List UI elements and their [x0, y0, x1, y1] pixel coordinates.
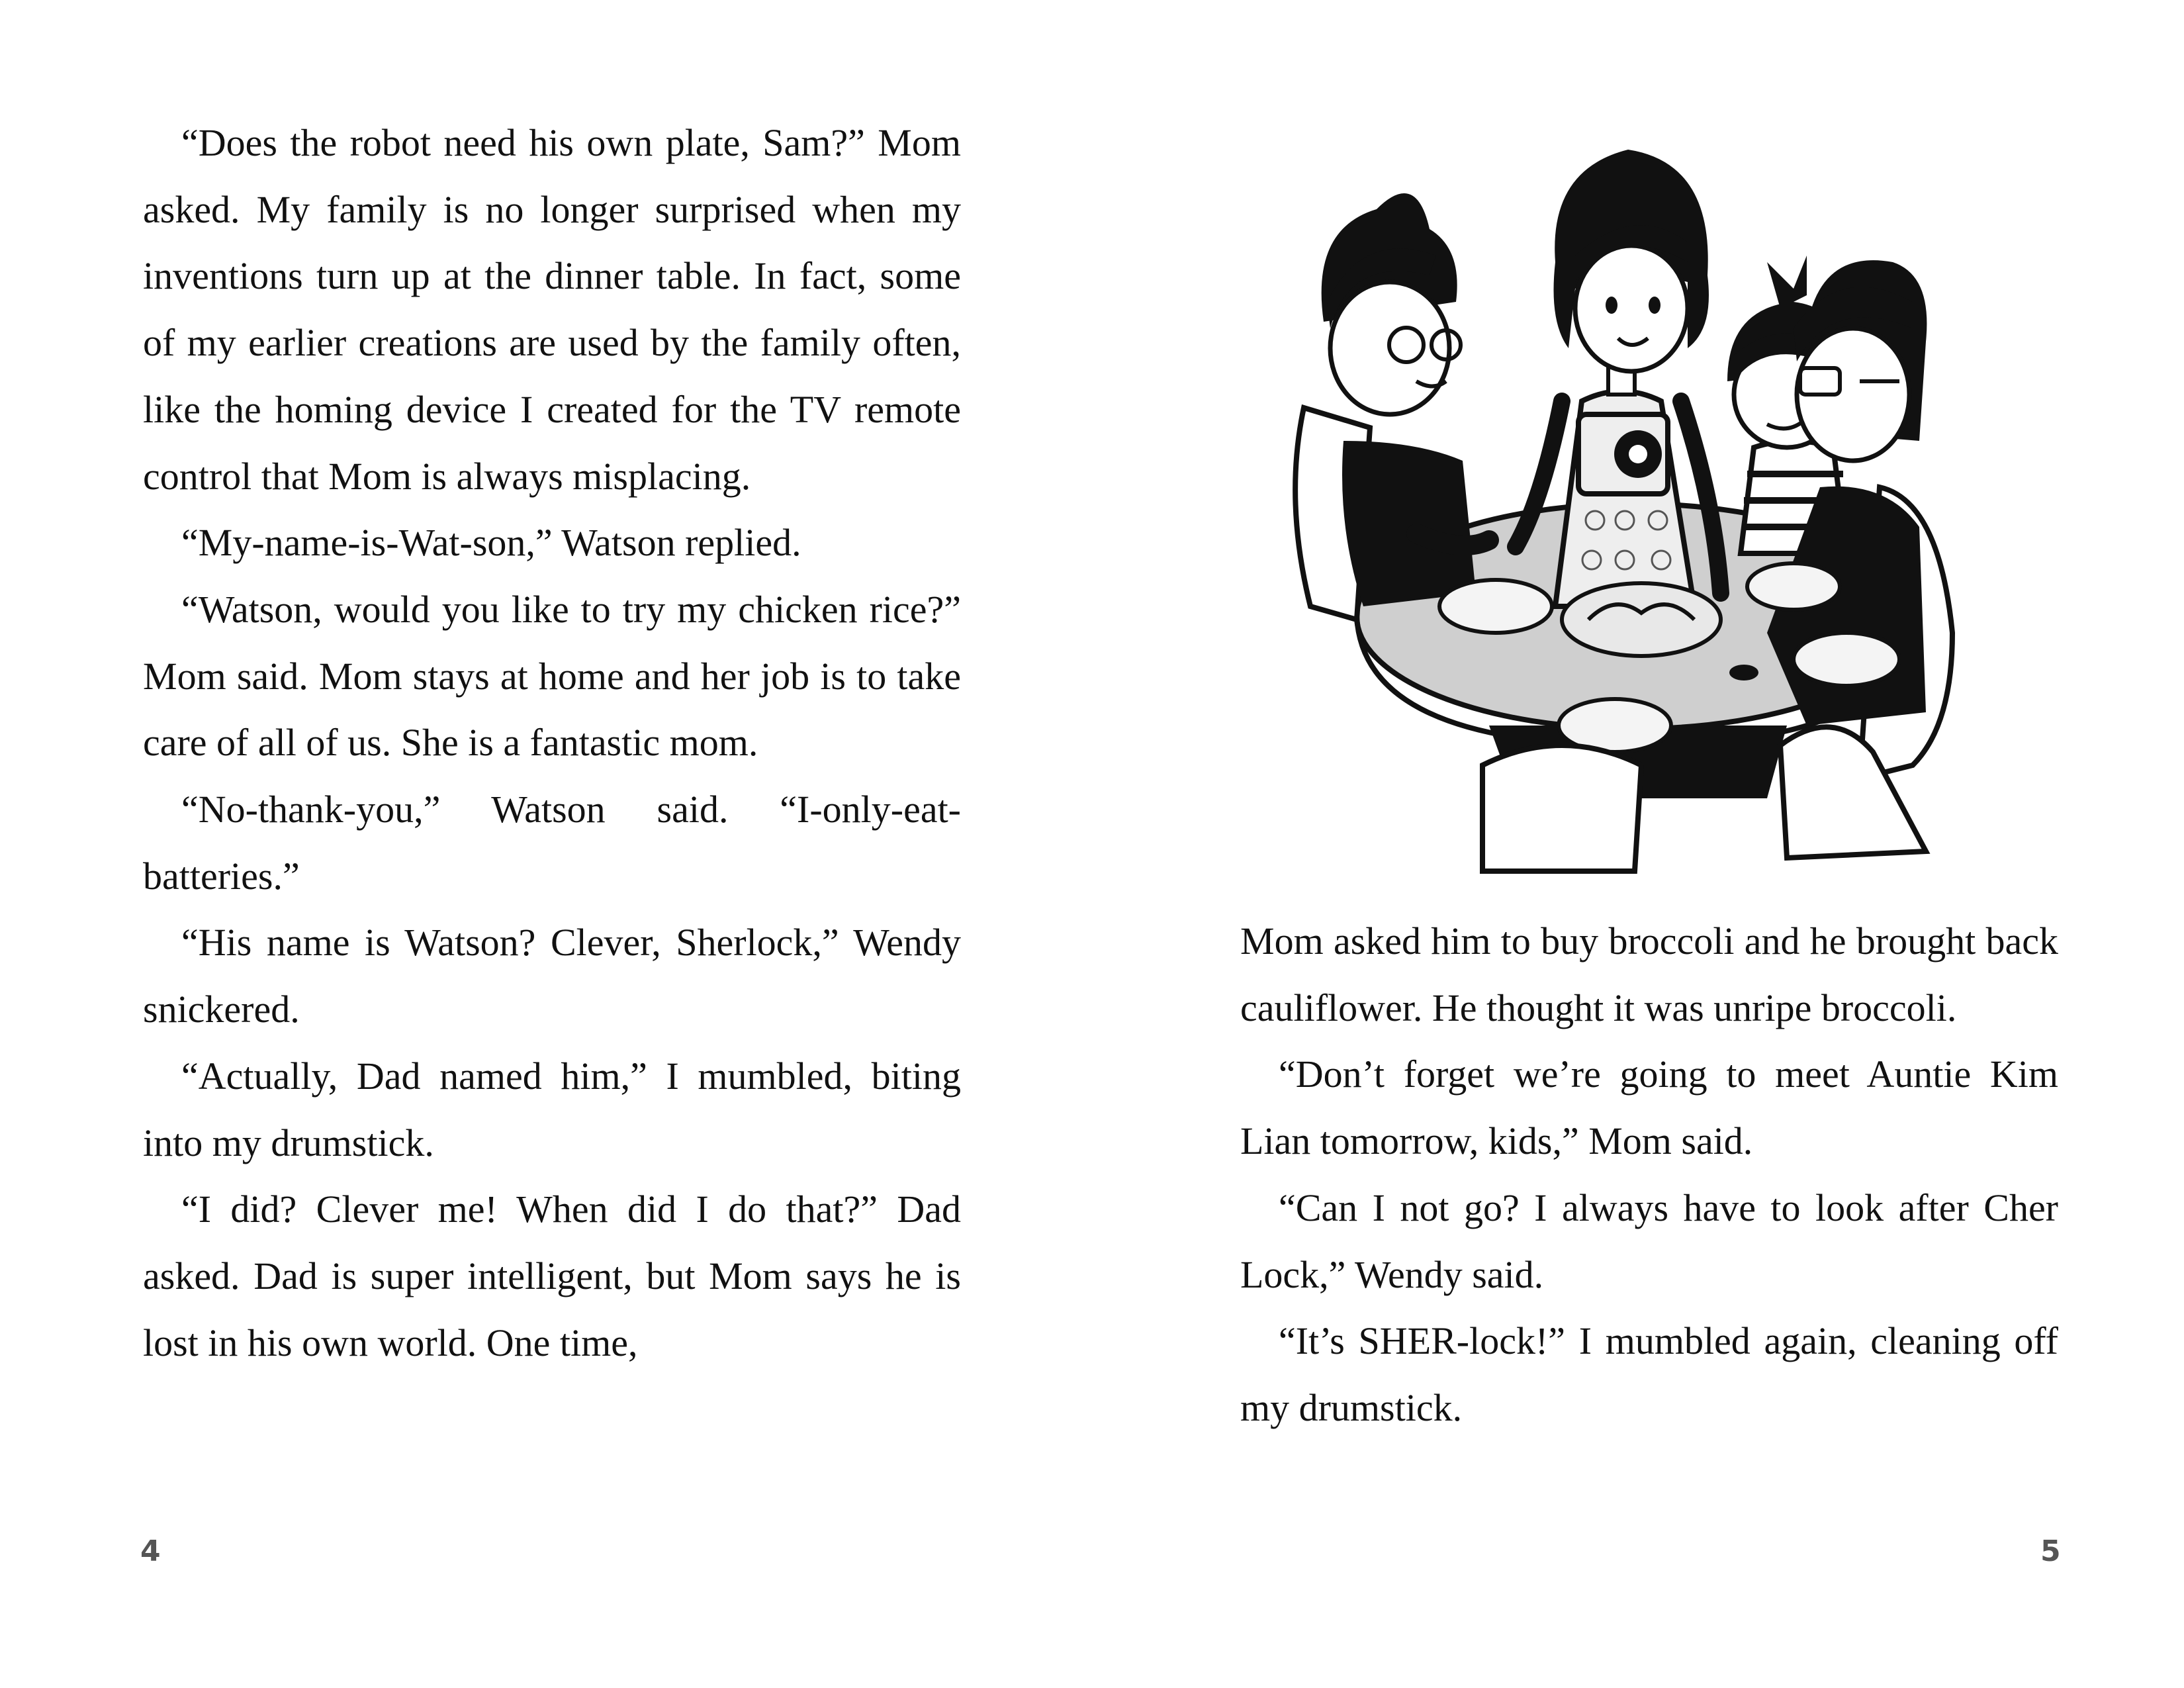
right-page: [1092, 0, 2184, 1688]
paragraph: “I did? Clever me! When did I do that?” Dad asked. Dad is super intelligent, but Mom says he is lost in his own world. One time,: [143, 1188, 961, 1364]
paragraph: “Don’t forget we’re going to meet Auntie Kim Lian tomorrow, kids,” Mom said.: [1240, 1053, 2058, 1163]
paragraph: “Does the robot need his own plate, Sam?” Mom asked. My family is no longer surprised when my inventions turn up at the dinner table. In fact, some of my earlier creations are used by the family often, like the homing device I created for the TV remote control that Mom is always misplacing.: [143, 121, 961, 498]
paragraph: “No-thank-you,” Watson said. “I-only-eat-batteries.”: [143, 788, 961, 898]
right-page-text: [1240, 908, 2058, 1442]
paragraph: “His name is Watson? Clever, Sherlock,” Wendy snickered.: [143, 921, 961, 1031]
paragraph: “Can I not go? I always have to look after Cher Lock,” Wendy said.: [1240, 1186, 2058, 1296]
page-number: 5: [2040, 1534, 2061, 1568]
paragraph: “My-name-is-Wat-son,” Watson replied.: [181, 521, 801, 565]
paragraph: “Actually, Dad named him,” I mumbled, biting into my drumstick.: [143, 1054, 961, 1164]
paragraph: “Watson, would you like to try my chicken rice?” Mom said. Mom stays at home and her job is to take care of all of us. She is a fantastic mom.: [143, 587, 961, 765]
left-page-text: [143, 110, 961, 1376]
family-dinner-illustration-icon: [1264, 130, 1966, 878]
paragraph: “It’s SHER-lock!” I mumbled again, cleaning off my drumstick.: [1240, 1319, 2058, 1429]
paragraph: Mom asked him to buy broccoli and he brought back cauliflower. He thought it was unripe broccoli.: [1240, 919, 2058, 1029]
page-number: 4: [140, 1534, 161, 1568]
